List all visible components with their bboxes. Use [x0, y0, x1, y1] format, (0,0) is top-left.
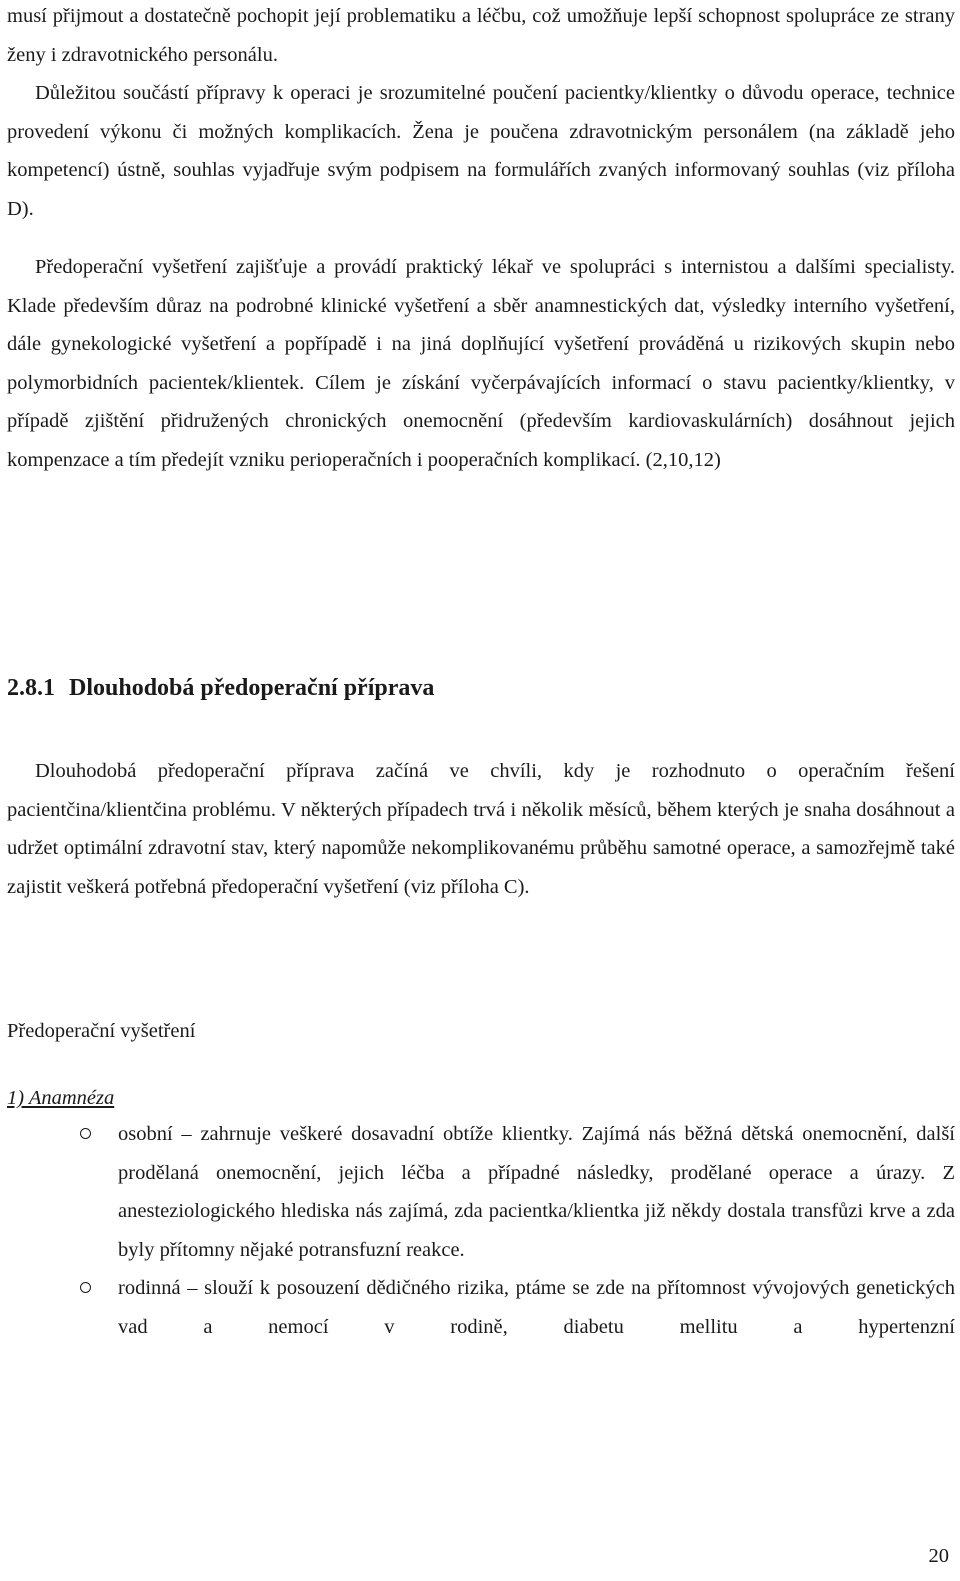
page-number: 20	[928, 1545, 949, 1567]
anamnesis-list	[7, 1115, 955, 1347]
section-body: Dlouhodobá předoperační příprava začíná ve chvíli, kdy je rozhodnuto o operačním řešení pacientčina/klientčina problému. V některých případech trvá i několik měsíců, během kterých je snaha dosáhnout a udržet optimální zdravotní stav, který napomůže nekomplikovanému průběhu samotné operace, a samozřejmě také zajistit veškerá potřebná předoperační vyšetření (viz příloha C).	[7, 760, 955, 898]
list-item-text: rodinná – slouží k posouzení dědičného rizika, ptáme se zde na přítomnost vývojových genetických vad a nemocí v rodině, diabetu mellitu a hypertenzní	[118, 1277, 955, 1338]
bullet-circle-icon	[80, 1282, 91, 1293]
paragraph-intro: musí přijmout a dostatečně pochopit její problematiku a léčbu, což umožňuje lepší schopnost spolupráce ze strany ženy i zdravotnického personálu.	[7, 5, 955, 66]
list-item	[7, 1269, 955, 1346]
subheading-preop-exam: Předoperační vyšetření	[7, 1020, 196, 1042]
list-item	[7, 1115, 955, 1269]
list-heading-anamnesis: 1) Anamnéza	[7, 1087, 115, 1109]
list-item-text: osobní – zahrnuje veškeré dosavadní obtíže klientky. Zajímá nás běžná dětská onemocnění, další prodělaná onemocnění, jejich léčba a případné následky, prodělané operace a úrazy. Z anesteziologického hlediska nás zajímá, zda pacientka/klientka již někdy dostala transfůzi krve a zda byly přítomny nějaké potransfuzní reakce.	[118, 1123, 955, 1261]
paragraph-preop-exam: Předoperační vyšetření zajišťuje a provádí praktický lékař ve spolupráci s internistou a dalšími specialisty. Klade především důraz na podrobné klinické vyšetření a sběr anamnestických dat, výsledky interního vyšetření, dále gynekologické vyšetření a popřípadě i na jiná doplňující vyšetření prováděná u rizikových skupin nebo polymorbidních pacientek/klientek. Cílem je získání vyčerpávajících informací o stavu pacientky/klientky, v případě zjištění přidružených chronických onemocnění (především kardiovaskulárních) dosáhnout jejich kompenzace a tím předejít vzniku perioperačních i pooperačních komplikací. (2,10,12)	[7, 256, 955, 471]
section-title: Dlouhodobá předoperační příprava	[69, 675, 435, 701]
section-heading	[7, 670, 434, 706]
section-number: 2.8.1	[7, 675, 55, 701]
paragraph-consent: Důležitou součástí přípravy k operaci je srozumitelné poučení pacientky/klientky o důvodu operace, technice provedení výkonu či možných komplikacích. Žena je poučena zdravotnickým personálem (na základě jeho kompetencí) ústně, souhlas vyjadřuje svým podpisem na formulářích zvaných informovaný souhlas (viz příloha D).	[7, 82, 955, 220]
bullet-circle-icon	[80, 1128, 91, 1139]
